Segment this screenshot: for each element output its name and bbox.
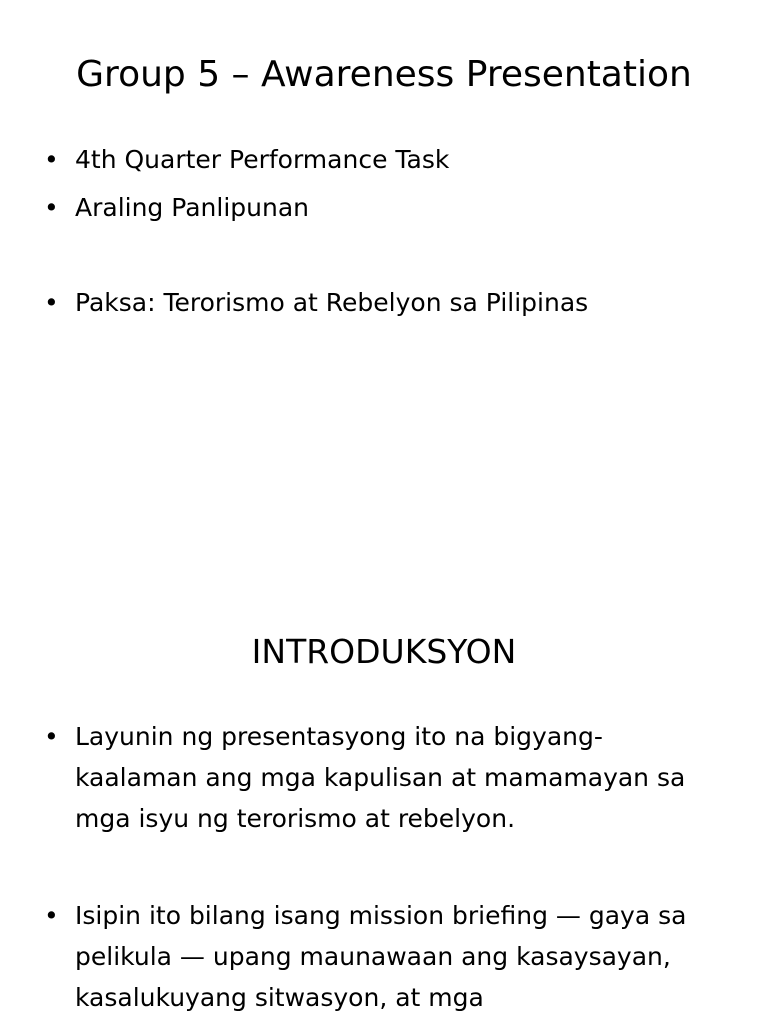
slide-title: INTRODUKSYON (251, 632, 517, 671)
bullet-dot-icon: • (44, 901, 59, 930)
bullet-dot-icon: • (44, 193, 59, 222)
bullet-dot-icon: • (44, 145, 59, 174)
slide-title: Group 5 – Awareness Presentation (76, 54, 692, 95)
slide-2 (0, 576, 768, 1024)
bullet-text: Paksa: Terorismo at Rebelyon sa Pilipinas (75, 288, 589, 317)
bullet-text: Araling Panlipunan (75, 193, 309, 222)
bullet-text: 4th Quarter Performance Task (75, 145, 450, 174)
bullet-text: Layunin ng presentasyong ito na bigyang-kaalaman ang mga kapulisan at mamamayan sa mga isyu ng terorismo at rebelyon. (75, 722, 686, 833)
bullet-dot-icon: • (44, 722, 59, 751)
bullet-text: Isipin ito bilang isang mission briefing — gaya sa pelikula — upang maunawaan ang kasaysayan, kasalukuyang sitwasyon, at mga (75, 901, 687, 1012)
bullet-dot-icon: • (44, 288, 59, 317)
